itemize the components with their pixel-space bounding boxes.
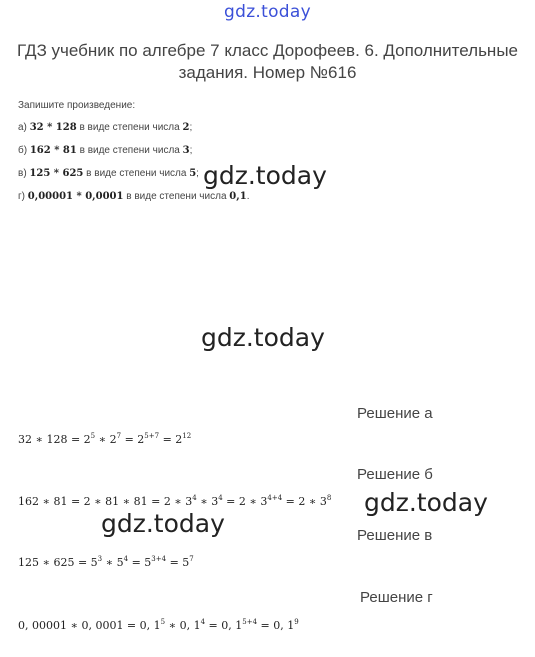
- task-text: в виде степени числа: [79, 145, 180, 156]
- task-letter: а): [18, 122, 27, 133]
- solution-heading-d: Решение г: [360, 589, 433, 606]
- task-base: 5: [189, 168, 197, 179]
- site-logo[interactable]: gdz.today: [224, 2, 311, 22]
- task-expression: 0,00001 * 0,0001: [27, 191, 124, 202]
- task-letter: г): [18, 191, 25, 202]
- solution-heading-b: Решение б: [357, 466, 433, 483]
- task-letter: б): [18, 145, 28, 156]
- solution-heading-a: Решение а: [357, 405, 433, 422]
- page-title: ГДЗ учебник по алгебре 7 класс Дорофеев. 6. Дополнительные задания. Номер №616: [16, 41, 518, 82]
- watermark: gdz.today: [203, 161, 327, 190]
- task-end: ;: [189, 145, 193, 156]
- watermark: gdz.today: [364, 488, 488, 517]
- solution-math-b: 162 ∗ 81 = 2 ∗ 81 ∗ 81 = 2 ∗ $3^4$ ∗ $3^4 = 2$ ∗ $3^{4+4} = 2$ ∗ $3^8$: [18, 494, 332, 508]
- watermark: gdz.today: [101, 509, 225, 538]
- task-letter: в): [18, 168, 27, 179]
- task-text: в виде степени числа: [79, 122, 180, 133]
- task-base: 2: [182, 122, 190, 133]
- solution-math-d: 0, 00001 ∗ 0, 0001 = 0, $1^5$ ∗ 0, $1^4 = 0$, $1^{5+4} = 0$, $1^9$: [18, 618, 299, 632]
- task-expression: 32 * 128: [29, 122, 77, 133]
- task-item-a: [18, 122, 192, 133]
- task-item-b: [18, 145, 192, 156]
- watermark: gdz.today: [201, 323, 325, 352]
- task-end: ;: [189, 122, 193, 133]
- task-expression: 125 * 625: [29, 168, 84, 179]
- task-intro: Запишите произведение:: [18, 100, 136, 111]
- task-item-c: [18, 168, 199, 179]
- solution-math-a: 32 ∗ $128 = 2^5$ ∗ $2^7 = 2^{5+7} = 2^{12}$: [18, 432, 192, 446]
- solution-heading-c: Решение в: [357, 527, 433, 544]
- task-end: .: [246, 191, 250, 202]
- solution-math-c: 125 ∗ $625 = 5^3$ ∗ $5^4 = 5^{3+4} = 5^7$: [18, 555, 194, 569]
- task-expression: 162 * 81: [29, 145, 77, 156]
- task-text: в виде степени числа: [126, 191, 227, 202]
- task-base: 3: [182, 145, 190, 156]
- task-item-d: [18, 191, 249, 202]
- task-end: ;: [196, 168, 199, 179]
- task-base: 0,1: [229, 191, 247, 202]
- task-text: в виде степени числа: [86, 168, 187, 179]
